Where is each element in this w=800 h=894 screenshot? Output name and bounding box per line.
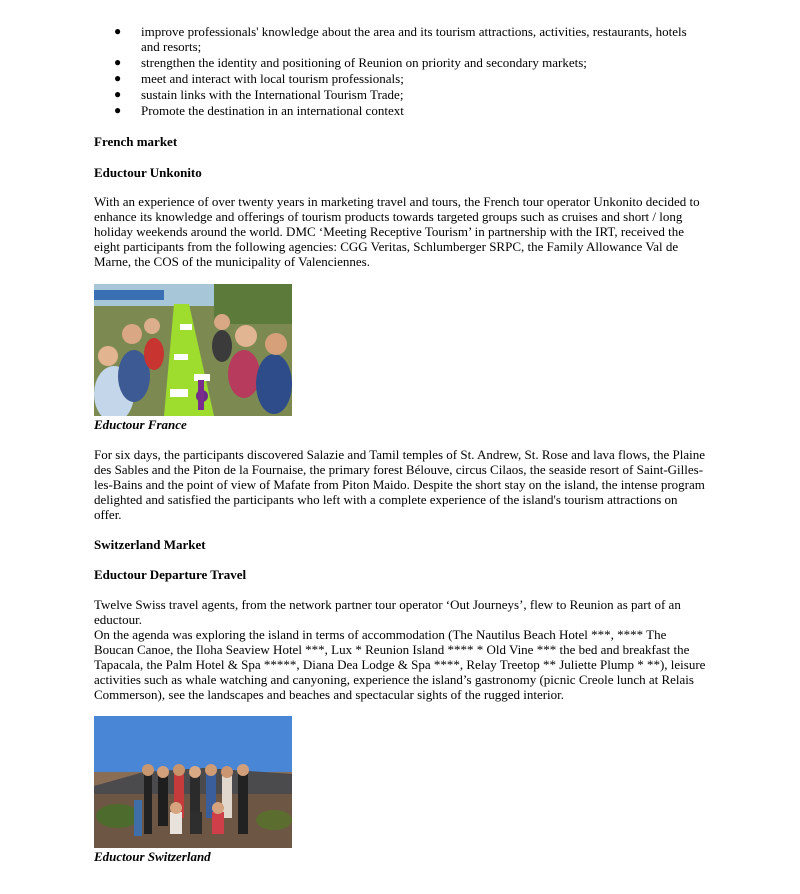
bullet-icon: ● bbox=[114, 87, 122, 101]
list-item bbox=[94, 55, 704, 70]
eductour-france-caption: Eductour France bbox=[94, 417, 187, 432]
bullet-icon: ● bbox=[114, 103, 122, 117]
list-item bbox=[94, 103, 704, 118]
france-program-paragraph: For six days, the participants discovered Salazie and Tamil temples of St. Andrew, St. Rose and lava flows, the Plaine des Sables and the Piton de la Fournaise, the primary forest Bélouve, circus Cilaos, the seaside resort of Saint-Gilles-les-Bains and the point of view of Mafate from Piton Maido. Despite the short stay on the island, the intense program delighted and satisfied the participants who left with a complete experience of the island's tourism attractions on offer. bbox=[94, 447, 706, 522]
unkonito-intro-paragraph: With an experience of over twenty years in marketing travel and tours, the French tour operator Unkonito decided to enhance its knowledge and offerings of tourism products towards targeted groups such as cruises and short / long holiday weekends around the world. DMC ‘Meeting Receptive Tourism’ in partnership with the IRT, received the eight participants from the following agencies: CGG Veritas, Schlumberger SRPC, the Family Allowance Val de Marne, the COS of the municipality of Valenciennes. bbox=[94, 194, 700, 269]
eductour-switzerland-caption: Eductour Switzerland bbox=[94, 849, 211, 864]
eductour-france-photo bbox=[94, 284, 292, 416]
bullet-icon: ● bbox=[114, 24, 122, 38]
list-item-text: improve professionals' knowledge about the area and its tourism attractions, activities, restaurants, hotels and resorts; bbox=[141, 24, 687, 54]
list-item bbox=[94, 87, 704, 102]
swiss-intro-paragraph: Twelve Swiss travel agents, from the network partner tour operator ‘Out Journeys’, flew to Reunion as part of an eductour. bbox=[94, 597, 681, 627]
eductour-switzerland-photo bbox=[94, 716, 292, 848]
swiss-agenda-paragraph: On the agenda was exploring the island in terms of accommodation (The Nautilus Beach Hotel ***, **** The Boucan Canoe, the Iloha Seaview Hotel ***, Lux * Reunion Island **** * Old Vine *** the bed and breakfast the Tapacala, the Palm Hotel & Spa *****, Diana Dea Lodge & Spa ****, Relay Treetop ** Juliette Plump * **), leisure activities such as whale watching and canyoning, experience the island’s gastronomy (picnic Creole lunch at Relais Commerson), see the landscapes and beaches and spectacular sights of the rugged interior. bbox=[94, 627, 706, 702]
objectives-list bbox=[94, 24, 704, 119]
french-market-heading: French market bbox=[94, 134, 178, 149]
eductour-unkonito-heading: Eductour Unkonito bbox=[94, 165, 202, 180]
list-item-text: sustain links with the International Tourism Trade; bbox=[141, 87, 404, 102]
list-item bbox=[94, 71, 704, 86]
eductour-departure-travel-heading: Eductour Departure Travel bbox=[94, 567, 247, 582]
list-item bbox=[94, 24, 704, 54]
list-item-text: strengthen the identity and positioning of Reunion on priority and secondary markets; bbox=[141, 55, 587, 70]
list-item-text: Promote the destination in an international context bbox=[141, 103, 404, 118]
switzerland-market-heading: Switzerland Market bbox=[94, 537, 206, 552]
bullet-icon: ● bbox=[114, 71, 122, 85]
list-item-text: meet and interact with local tourism professionals; bbox=[141, 71, 404, 86]
bullet-icon: ● bbox=[114, 55, 122, 69]
